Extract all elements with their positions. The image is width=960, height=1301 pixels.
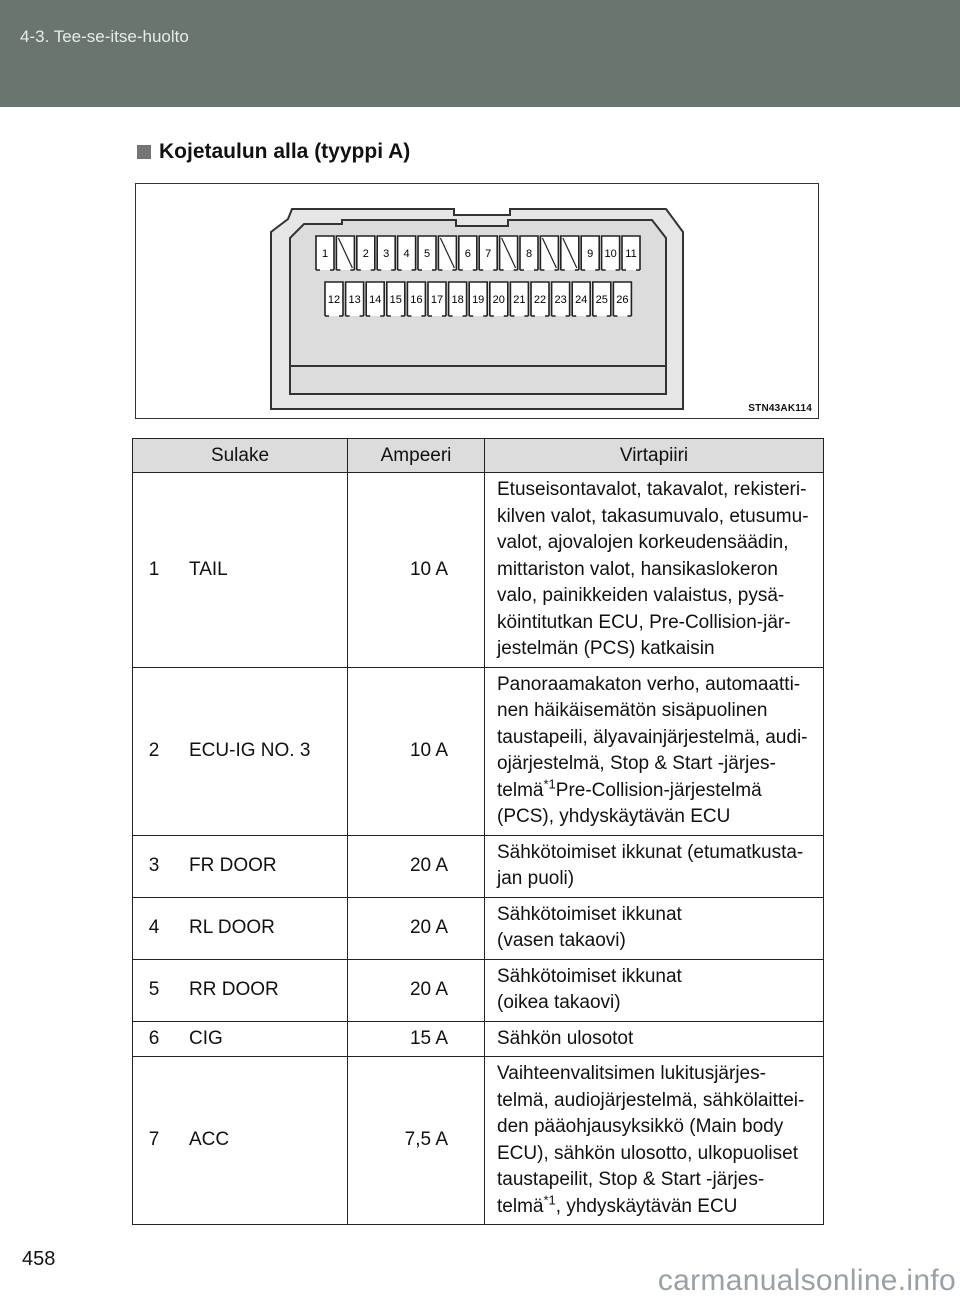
section-heading-text: Kojetaulun alla (tyyppi A) (159, 140, 411, 163)
blank-slot (336, 236, 354, 270)
fuse-slot (531, 282, 549, 316)
fuse-connector-drawing (136, 184, 820, 420)
fuse-slot (316, 236, 334, 270)
slot-number: 11 (625, 248, 637, 260)
fuse-number: 4 (133, 897, 176, 959)
blank-slot (438, 236, 456, 270)
slot-number: 10 (604, 248, 617, 260)
fuse-slot (418, 236, 436, 270)
fuse-amperage: 7,5 A (348, 1057, 485, 1225)
fuse-number: 1 (133, 473, 176, 668)
fuse-box-diagram (135, 183, 819, 419)
fuse-circuit (485, 1021, 824, 1057)
fuse-slot (366, 282, 384, 316)
circuit-text: Panoraamakaton verho, automaatti- nen häikäisemätön sisäpuolinen taustapeili, älyavainjärjestelmä, audi- ojärjestelmä, Stop & Start -järjes- telmä (497, 673, 808, 801)
fuse-slot (479, 236, 497, 270)
fuse-table (132, 438, 824, 1225)
section-title: 4-3. Tee-se-itse-huolto (20, 27, 189, 46)
fuse-amperage: 10 A (348, 473, 485, 668)
slot-number: 23 (554, 294, 567, 306)
slot-number: 19 (472, 294, 485, 306)
fuse-slot (449, 282, 467, 316)
fuse-name: ECU-IG NO. 3 (175, 667, 348, 835)
slot-number: 17 (430, 294, 444, 306)
header-circuit: Virtapiiri (485, 439, 824, 473)
page-number: 458 (22, 1248, 56, 1270)
fuse-circuit (485, 897, 824, 959)
fuse-slot (622, 236, 640, 270)
circuit-text: Vaihteenvalitsimen lukitusjärjes- telmä, audiojärjestelmä, sähkölaittei- den pääohjausyksikkö (Main body ECU), sähkön ulosotto, ulkopuoliset taustapeilit, Stop & Start -järjes- telmä (497, 1063, 805, 1217)
square-bullet-icon (137, 145, 151, 159)
fuse-slot (593, 282, 611, 316)
slot-number: 5 (423, 248, 431, 260)
header-fuse: Sulake (133, 439, 348, 473)
fuse-slot (469, 282, 487, 316)
fuse-circuit (485, 1057, 824, 1225)
fuse-circuit (485, 473, 824, 668)
fuse-name: RR DOOR (175, 959, 348, 1021)
fuse-amperage: 10 A (348, 667, 485, 835)
circuit-text-continued: Pre-Collision-järjestelmä (PCS), yhdyskäytävän ECU (497, 779, 762, 827)
slot-number: 9 (587, 248, 594, 260)
fuse-slot (510, 282, 528, 316)
slot-number: 6 (464, 248, 471, 260)
blank-slot (500, 236, 518, 270)
fuse-amperage: 20 A (348, 959, 485, 1021)
fuse-circuit (485, 835, 824, 897)
fuse-slot (428, 282, 446, 316)
slot-number: 3 (383, 248, 390, 260)
fuse-slot (387, 282, 405, 316)
fuse-slot (459, 236, 477, 270)
slot-number: 16 (410, 294, 423, 306)
fuse-slot (346, 282, 364, 316)
fuse-amperage: 15 A (348, 1021, 485, 1057)
fuse-number: 3 (133, 835, 176, 897)
fuse-slot (613, 282, 631, 316)
table-row (133, 1057, 824, 1225)
slot-number: 18 (451, 294, 464, 306)
fuse-circuit (485, 667, 824, 835)
fuse-slot (602, 236, 620, 270)
slot-number: 12 (327, 294, 341, 306)
table-row (133, 667, 824, 835)
fuse-slot (572, 282, 590, 316)
fuse-number: 2 (133, 667, 176, 835)
fuse-number: 5 (133, 959, 176, 1021)
table-row (133, 473, 824, 668)
blank-slot (561, 236, 579, 270)
header-band (0, 0, 960, 107)
fuse-name: ACC (175, 1057, 348, 1225)
slot-number: 25 (595, 294, 608, 306)
circuit-text: Sähkötoimiset ikkunat (etumatkusta- jan puoli) (497, 841, 804, 889)
footnote-marker: *1 (543, 1192, 556, 1208)
slot-number: 24 (575, 294, 588, 306)
slot-number: 13 (348, 294, 361, 306)
blank-slot (540, 236, 558, 270)
slot-number: 26 (616, 294, 629, 306)
circuit-text: Sähkön ulosotot (497, 1027, 634, 1049)
header-amp: Ampeeri (348, 439, 485, 473)
table-header-row (133, 439, 824, 473)
fuse-number: 7 (133, 1057, 176, 1225)
circuit-text-continued: , yhdyskäytävän ECU (555, 1195, 738, 1217)
fuse-name: CIG (175, 1021, 348, 1057)
slot-number: 1 (321, 248, 329, 260)
fuse-slot (407, 282, 425, 316)
fuse-slot (357, 236, 375, 270)
slot-number: 2 (362, 248, 369, 260)
table-row (133, 1021, 824, 1057)
slot-number: 15 (389, 294, 402, 306)
fuse-amperage: 20 A (348, 897, 485, 959)
table-row (133, 959, 824, 1021)
fuse-slot (377, 236, 395, 270)
table-row (133, 835, 824, 897)
fuse-slot (520, 236, 538, 270)
fuse-name: RL DOOR (175, 897, 348, 959)
fuse-slot (490, 282, 508, 316)
slot-number: 22 (533, 294, 547, 306)
slot-number: 4 (403, 248, 410, 260)
fuse-slot (581, 236, 599, 270)
circuit-text: Etuseisontavalot, takavalot, rekisteri- kilven valot, takasumuvalo, etusumu- valot, ajovalojen korkeudensäädin, mittariston valot, hansikaslokeron valo, painikkeiden valaistus, pysä- köintitutkan ECU, Pre-Collision-jär- jestelmän (PCS) katkaisin (497, 479, 809, 659)
slot-number: 21 (513, 294, 526, 306)
fuse-slot (552, 282, 570, 316)
fuse-slot (325, 282, 343, 316)
circuit-text: Sähkötoimiset ikkunat (vasen takaovi) (497, 903, 682, 951)
slot-number: 20 (492, 294, 505, 306)
figure-code: STN43AK114 (748, 403, 812, 414)
table-row (133, 897, 824, 959)
slot-number: 14 (369, 294, 382, 306)
section-heading (137, 140, 410, 164)
fuse-amperage: 20 A (348, 835, 485, 897)
fuse-slot (398, 236, 416, 270)
fuse-number: 6 (133, 1021, 176, 1057)
watermark: carmanualsonline.info (657, 1264, 956, 1297)
slot-number: 7 (485, 248, 492, 260)
fuse-circuit (485, 959, 824, 1021)
circuit-text: Sähkötoimiset ikkunat (oikea takaovi) (497, 965, 682, 1013)
fuse-name: TAIL (175, 473, 348, 668)
footnote-marker: *1 (543, 776, 556, 792)
fuse-name: FR DOOR (175, 835, 348, 897)
slot-number: 8 (525, 248, 533, 260)
